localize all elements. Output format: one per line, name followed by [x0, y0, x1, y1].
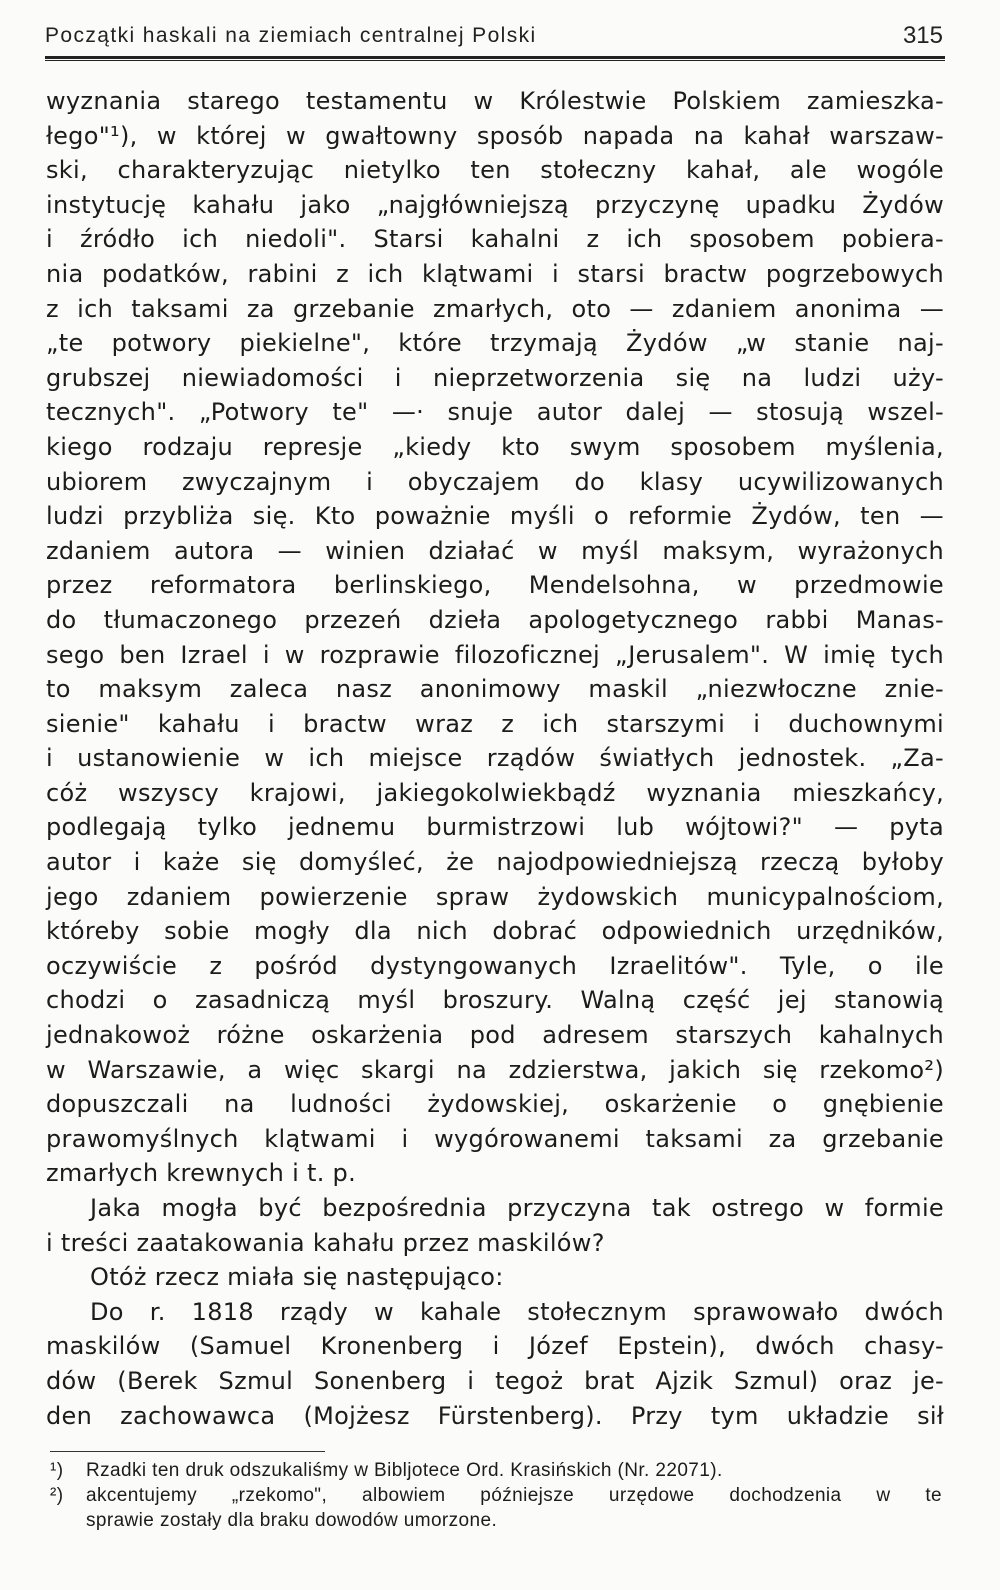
text-line: Do r. 1818 rządy w kahale stołecznym sprawowało dwóch	[90, 1297, 944, 1326]
text-line: to maksym zaleca nasz anonimowy maskil „niezwłoczne znie-	[46, 675, 944, 704]
text-line: któreby sobie mogły dla nich dobrać odpowiednich urzędników,	[46, 917, 944, 946]
text-line: i treści zaatakowania kahału przez maskilów?	[46, 1228, 605, 1257]
text-line: chodzi o zasadniczą myśl broszury. Walną część jej stanowią	[46, 986, 944, 1015]
text-line: sego ben Izrael i w rozprawie filozoficznej „Jerusalem". W imię tych	[46, 640, 944, 669]
text-line: kiego rodzaju represje „kiedy kto swym sposobem myślenia,	[46, 432, 944, 461]
footnote-2	[50, 1483, 942, 1508]
text-line: ubiorem zwyczajnym i obyczajem do klasy ucywilizowanych	[46, 467, 944, 496]
text-line: podlegają tylko jednemu burmistrzowi lub wójtowi?" — pyta	[46, 813, 944, 842]
text-line: oczywiście z pośród dystyngowanych Izraelitów". Tyle, o ile	[46, 951, 944, 980]
footnote-marker: ²)	[50, 1485, 64, 1506]
text-line: nia podatków, rabini z ich klątwami i starsi bractw pogrzebowych	[46, 259, 944, 288]
text-line: dów (Berek Szmul Sonenberg i tegoż brat Ajzik Szmul) oraz je-	[46, 1366, 944, 1395]
body-text	[46, 84, 944, 1433]
text-line: tecznych". „Potwory te" —· snuje autor dalej — stosują wszel-	[46, 398, 944, 427]
text-line: sienie" kahału i bractw wraz z ich starszymi i duchownymi	[46, 709, 944, 738]
page-number: 315	[902, 22, 943, 49]
text-line: jego zdaniem powierzenie spraw żydowskich municypalnościom,	[46, 882, 944, 911]
text-line: den zachowawca (Mojżesz Fürstenberg). Przy tym układzie sił	[46, 1401, 944, 1430]
running-title: Początki haskali na ziemiach centralnej Polski	[45, 24, 537, 47]
header-rule	[45, 56, 945, 61]
text-line: zdaniem autora — winien działać w myśl maksym, wyrażonych	[46, 536, 944, 565]
page-header	[45, 22, 945, 56]
text-line: w Warszawie, a więc skargi na zdzierstwa, jakich się rzekomo²)	[46, 1055, 944, 1084]
text-line: łego"¹), w której w gwałtowny sposób napada na kahał warszaw-	[46, 121, 944, 150]
text-line: ski, charakteryzując nietylko ten stołeczny kahał, ale wogóle	[46, 156, 944, 185]
text-line: i ustanowienie w ich miejsce rządów światłych jednostek. „Za-	[46, 744, 944, 773]
footnote-rule	[50, 1451, 325, 1452]
text-line: zmarłych krewnych i t. p.	[46, 1159, 357, 1188]
text-line: jednakowoż różne oskarżenia pod adresem starszych kahalnych	[46, 1021, 944, 1050]
footnotes	[50, 1458, 942, 1533]
text-line: i źródło ich niedoli". Starsi kahalni z ich sposobem pobiera-	[46, 225, 944, 254]
footnote-text: akcentujemy „rzekomo", albowiem późniejsze urzędowe dochodzenia w te	[86, 1485, 942, 1506]
text-line: ludzi przybliża się. Kto poważnie myśli o reformie Żydów, ten —	[46, 502, 944, 531]
text-line: dopuszczali na ludności żydowskiej, oskarżenie o gnębienie	[46, 1090, 944, 1119]
text-line: maskilów (Samuel Kronenberg i Józef Epstein), dwóch chasy-	[46, 1332, 944, 1361]
text-line: prawomyślnych klątwami i wygórowanemi taksami za grzebanie	[46, 1124, 944, 1153]
text-line: autor i każe się domyśleć, że najodpowiedniejszą rzeczą byłoby	[46, 848, 944, 877]
text-line: wyznania starego testamentu w Królestwie Polskiem zamieszka-	[46, 87, 944, 115]
footnote-1	[50, 1458, 942, 1483]
text-line: z ich taksami za grzebanie zmarłych, oto — zdaniem anonima —	[46, 294, 944, 323]
text-line: przez reformatora berlinskiego, Mendelsohna, w przedmowie	[46, 571, 944, 600]
footnote-2-continuation: sprawie zostały dla braku dowodów umorzone.	[86, 1510, 498, 1531]
footnote-text: Rzadki ten druk odszukaliśmy w Bibljotece Ord. Krasińskich (Nr. 22071).	[86, 1460, 723, 1481]
text-line: instytucję kahału jako „najgłówniejszą przyczynę upadku Żydów	[46, 190, 944, 219]
footnote-marker: ¹)	[50, 1460, 64, 1481]
text-line: Jaka mogła być bezpośrednia przyczyna tak ostrego w formie	[90, 1194, 944, 1222]
text-line: grubszej niewiadomości i nieprzetworzenia się na ludzi uży-	[46, 363, 944, 392]
text-line: do tłumaczonego przezeń dzieła apologetycznego rabbi Manas-	[46, 605, 944, 634]
text-line: Otóż rzecz miała się następująco:	[90, 1263, 504, 1292]
text-line: cóż wszyscy krajowi, jakiegokolwiekbądź wyznania mieszkańcy,	[46, 778, 944, 807]
text-line: „te potwory piekielne", które trzymają Żydów „w stanie naj-	[46, 329, 944, 358]
